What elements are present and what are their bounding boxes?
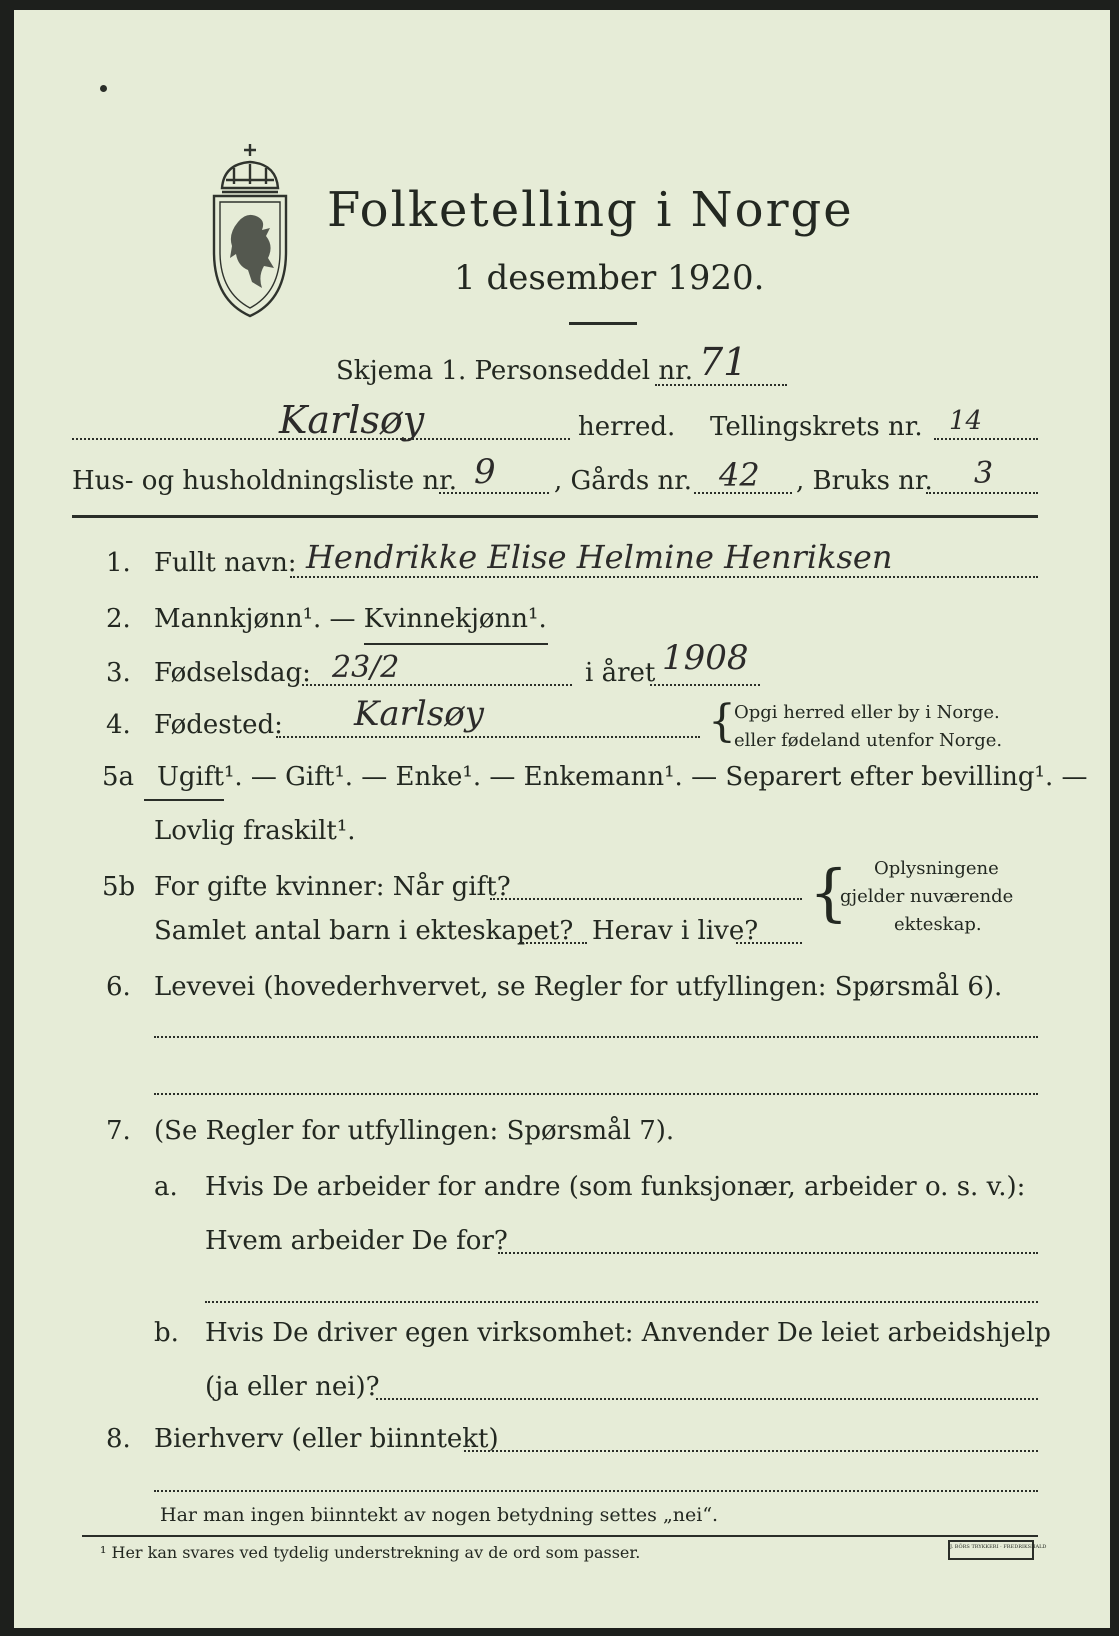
q6-number: 6. [106,972,131,1002]
bruks-value: 3 [974,456,994,491]
q7b-label: Hvis De driver egen virksomhet: Anvender De leiet arbeidshjelp [205,1318,1051,1348]
coat-of-arms-icon [204,140,296,320]
q4-value: Karlsøy [354,694,484,734]
q7a-label: Hvis De arbeider for andre (som funksjonær, arbeider o. s. v.): [205,1172,1026,1202]
q5a-label: Ugift¹. — Gift¹. — Enke¹. — Enkemann¹. — Separert efter bevilling¹. — [157,762,1088,792]
q5b-brace: { [809,856,849,929]
krets-line [934,438,1038,440]
q4-note-1: Opgi herred eller by i Norge. [734,702,1000,723]
header-rule [72,515,1038,518]
bruks-line [926,492,1038,494]
q7b-number: b. [154,1318,179,1348]
q3-year-value: 1908 [662,638,749,678]
q2-underline [364,643,548,645]
q1-number: 1. [106,548,131,578]
q1-line [290,576,1038,578]
q8-note: Har man ingen biinntekt av nogen betydning settes „nei“. [160,1504,719,1526]
q4-label: Fødested: [154,710,283,740]
q6-line-2 [154,1093,1038,1095]
hus-value: 9 [474,452,496,492]
q7a-number: a. [154,1172,178,1202]
hus-label: Hus- og husholdningsliste nr. [72,466,458,496]
q7-label: (Se Regler for utfyllingen: Spørsmål 7). [154,1116,675,1146]
q3-year-line [650,684,760,686]
q8-label: Bierhverv (eller biinntekt) [154,1424,499,1454]
q5a-underline [144,799,224,801]
q5b-label-2: Samlet antal barn i ekteskapet? [154,916,574,946]
q5b-note-2: gjelder nuværende [840,886,1014,907]
hus-line [439,492,549,494]
q3-value: 23/2 [332,650,400,685]
q3-label: Fødselsdag: [154,658,311,688]
q4-number: 4. [106,710,131,740]
q3-year-label: i året [585,658,656,688]
q5b-label: For gifte kvinner: Når gift? [154,872,511,902]
printer-stamp: J. BÖRS TRYKKERI · FREDRIKSHALD [948,1540,1034,1560]
q3-number: 3. [106,658,131,688]
q7-number: 7. [106,1116,131,1146]
bruks-label: , Bruks nr. [796,466,933,496]
herred-label: herred. [578,412,676,442]
krets-label: Tellingskrets nr. [710,412,923,442]
q5b-label-3: Herav i live? [592,916,759,946]
q8-line-1 [464,1450,1038,1452]
q8-number: 8. [106,1424,131,1454]
gards-label: , Gårds nr. [554,466,693,496]
census-form [14,10,1110,1628]
q4-line [276,736,700,738]
footnote: ¹ Her kan svares ved tydelig understrekning av de ord som passer. [100,1543,641,1562]
q6-line-1 [154,1036,1038,1038]
footer-rule [82,1535,1038,1537]
schema-label: Skjema 1. Personseddel nr. [336,356,693,386]
q4-note-2: eller fødeland utenfor Norge. [734,730,1003,751]
q2-number: 2. [106,604,131,634]
q7a-line-2 [205,1301,1038,1303]
q5b-number: 5b [102,872,136,902]
title-divider [569,322,637,325]
q7a-label-2: Hvem arbeider De for? [205,1226,508,1256]
q1-value: Hendrikke Elise Helmine Henriksen [306,538,893,576]
q7b-label-2: (ja eller nei)? [205,1372,380,1402]
herred-value: Karlsøy [279,398,425,442]
q5a-number: 5a [102,762,135,792]
q5b-line-2 [519,942,587,944]
q2-label: Mannkjønn¹. — Kvinnekjønn¹. [154,604,547,634]
q5b-note-1: Oplysningene [874,858,999,879]
gards-value: 42 [719,456,760,494]
q5b-line-3 [736,942,802,944]
form-title: Folketelling i Norge [327,182,854,238]
schema-number-line [655,384,787,386]
ink-dot [100,85,107,92]
q8-line-2 [154,1490,1038,1492]
q7b-line [376,1398,1038,1400]
q1-label: Fullt navn: [154,548,297,578]
krets-value: 14 [949,406,983,436]
q5a-label-2: Lovlig fraskilt¹. [154,816,356,846]
q5b-note-3: ekteskap. [894,914,982,935]
q7a-line-1 [498,1252,1038,1254]
q6-label: Levevei (hovederhvervet, se Regler for utfyllingen: Spørsmål 6). [154,972,1003,1002]
census-date: 1 desember 1920. [454,258,765,298]
schema-number-value: 71 [699,340,748,384]
q4-brace: { [708,696,736,747]
q5b-line-1 [490,898,802,900]
